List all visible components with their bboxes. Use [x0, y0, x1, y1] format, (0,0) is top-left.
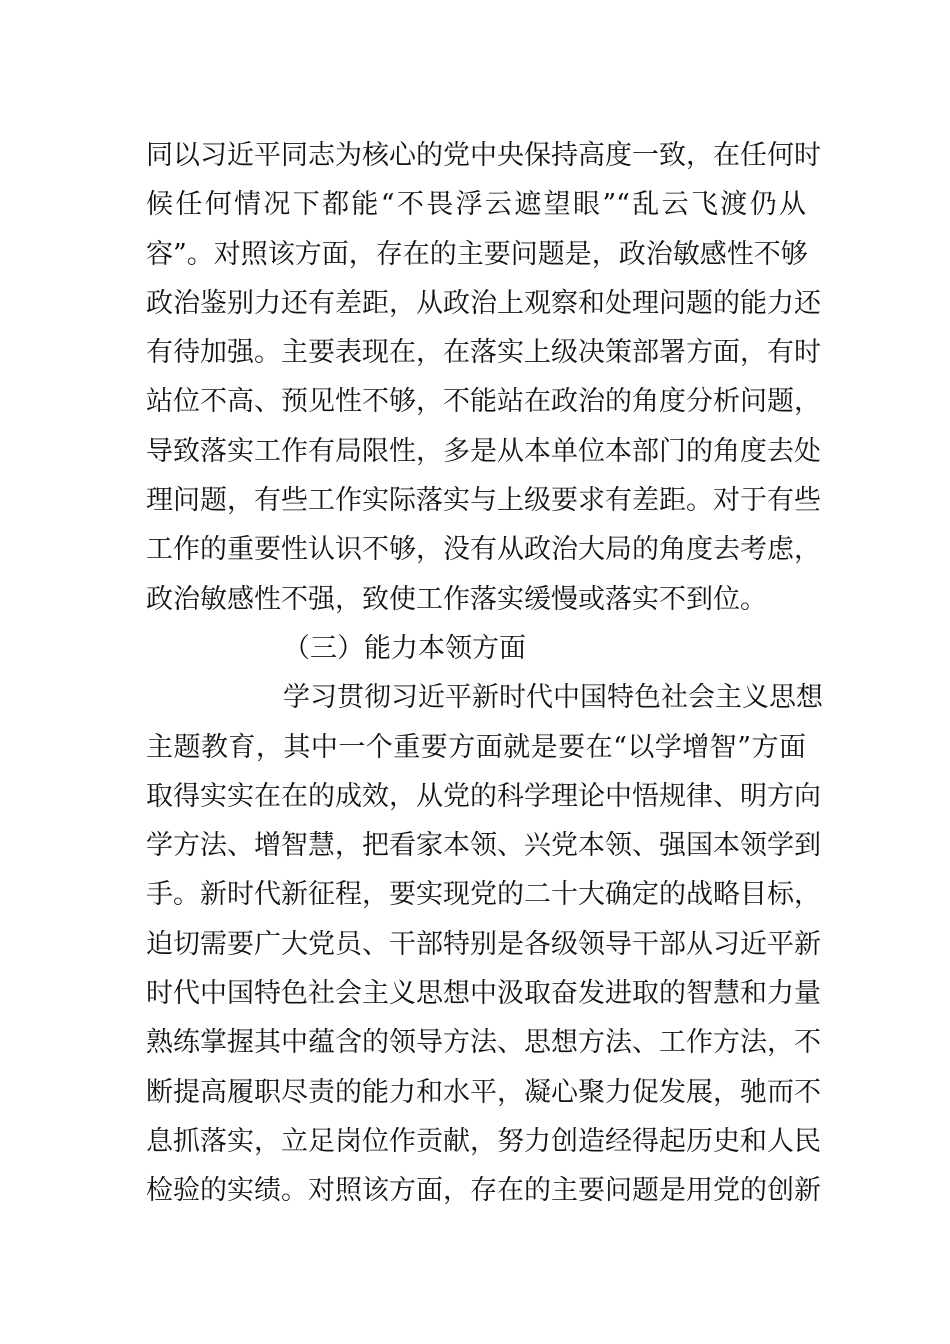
paragraph-2-line: 时代中国特色社会主义思想中汲取奋发进取的智慧和力量 [146, 978, 821, 1010]
section-heading: （三）能力本领方面 [283, 632, 526, 664]
paragraph-1-line: 容”。对照该方面，存在的主要问题是，政治敏感性不够 [146, 238, 808, 270]
document-body [146, 131, 823, 1216]
paragraph-1-line: 有待加强。主要表现在，在落实上级决策部署方面，有时 [146, 337, 821, 369]
paragraph-1-line: 导致落实工作有局限性，多是从本单位本部门的角度去处 [146, 435, 821, 467]
paragraph-1-line: 工作的重要性认识不够，没有从政治大局的角度去考虑， [146, 534, 821, 566]
paragraph-2-line: 断提高履职尽责的能力和水平，凝心聚力促发展，驰而不 [146, 1076, 821, 1108]
paragraph-1-line: 候任何情况下都能“不畏浮云遮望眼”“乱云飞渡仍从 [146, 189, 806, 221]
paragraph-2-line: 迫切需要广大党员、干部特别是各级领导干部从习近平新 [146, 928, 821, 960]
paragraph-2-line: 手。新时代新征程，要实现党的二十大确定的战略目标， [146, 879, 821, 911]
paragraph-2-line: 熟练掌握其中蕴含的领导方法、思想方法、工作方法，不 [146, 1027, 821, 1059]
paragraph-1-line: 政治鉴别力还有差距，从政治上观察和处理问题的能力还 [146, 287, 821, 319]
paragraph-1-line: 同以习近平同志为核心的党中央保持高度一致，在任何时 [146, 140, 821, 171]
paragraph-1-line: 理问题，有些工作实际落实与上级要求有差距。对于有些 [146, 485, 821, 517]
paragraph-2-line: 取得实实在在的成效，从党的科学理论中悟规律、明方向 [146, 780, 821, 812]
paragraph-1-line: 政治敏感性不强，致使工作落实缓慢或落实不到位。 [146, 583, 767, 615]
paragraph-1-line: 站位不高、预见性不够，不能站在政治的角度分析问题， [146, 386, 821, 418]
paragraph-2-line: 检验的实绩。对照该方面，存在的主要问题是用党的创新 [146, 1175, 821, 1207]
paragraph-2-line: 息抓落实，立足岗位作贡献，努力创造经得起历史和人民 [146, 1125, 821, 1157]
paragraph-2-line: 主题教育，其中一个重要方面就是要在“以学增智”方面 [146, 731, 806, 763]
paragraph-2-line: 学方法、增智慧，把看家本领、兴党本领、强国本领学到 [146, 830, 821, 862]
paragraph-2-line: 学习贯彻习近平新时代中国特色社会主义思想 [283, 682, 823, 714]
